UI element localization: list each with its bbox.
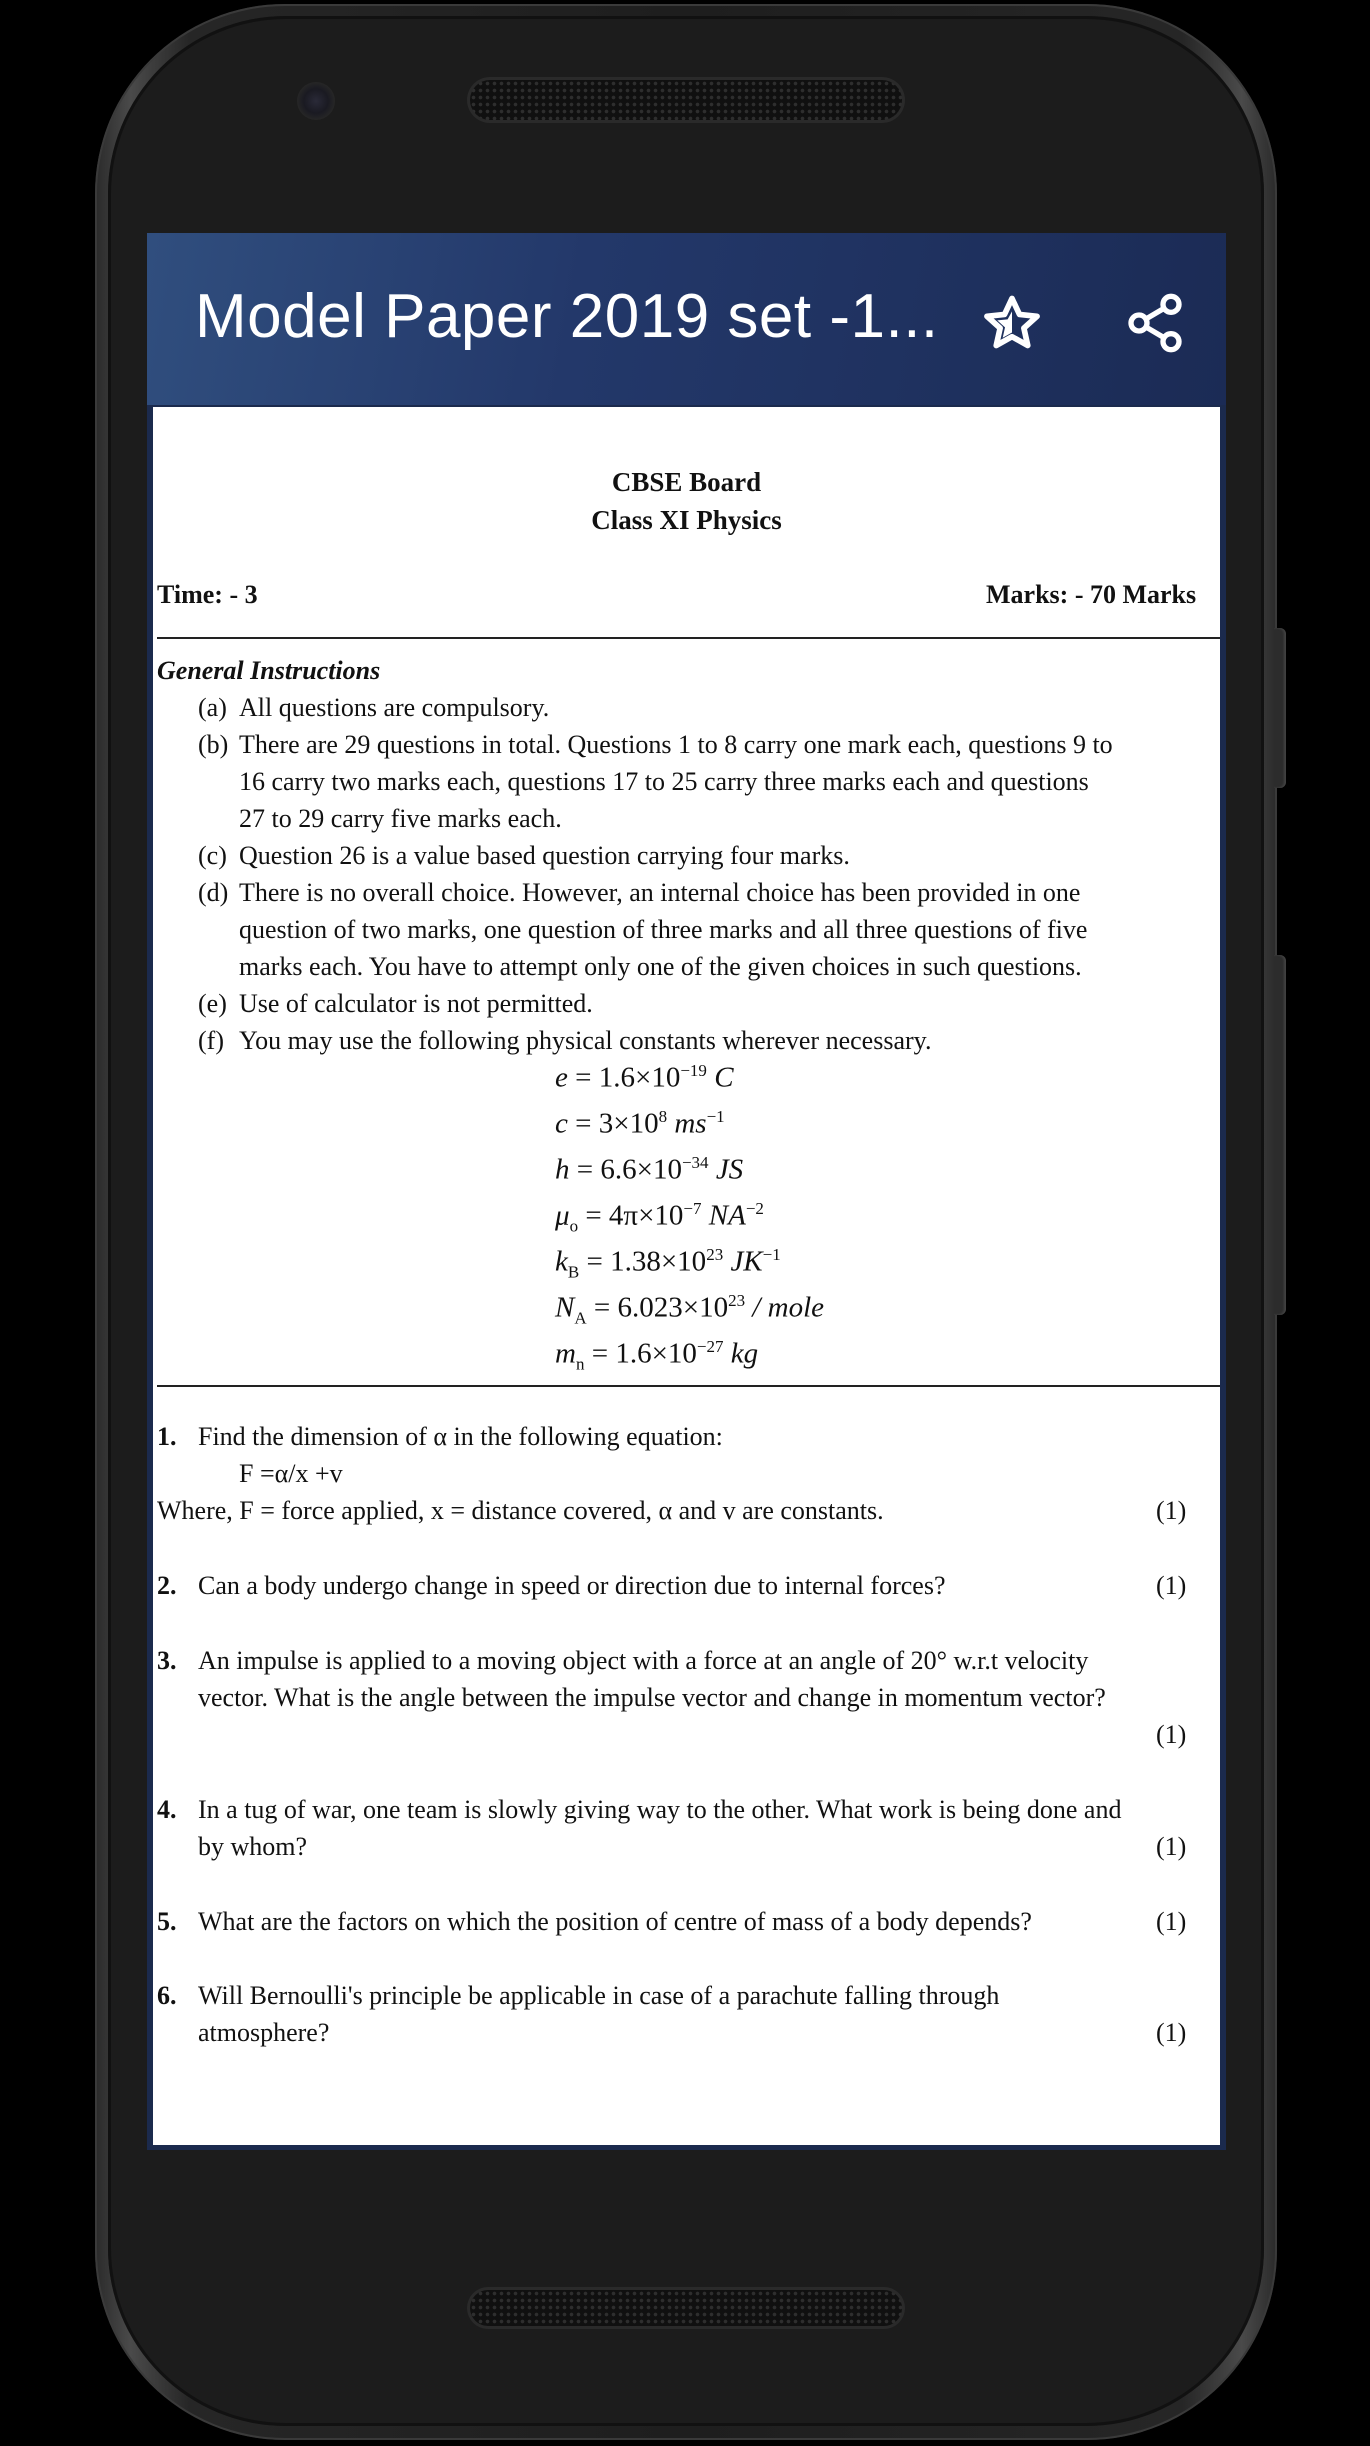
instruction-label: (f) <box>198 1026 224 1055</box>
app-bar-title: Model Paper 2019 set -1... <box>195 282 939 351</box>
favorite-button[interactable] <box>972 283 1052 363</box>
constant-permeability: $\mu_o = 4\pi\times 10^{-7}$ $NA^{-2}$ <box>555 1199 764 1236</box>
question-mark: (1) <box>1156 1571 1187 1600</box>
bottom-speaker <box>470 2290 902 2326</box>
question-text: vector. What is the angle between the impulse vector and change in momentum vector? <box>198 1683 1106 1712</box>
question-mark: (1) <box>1156 1496 1187 1525</box>
front-camera <box>297 82 335 120</box>
board-name: CBSE Board <box>611 467 762 497</box>
constant-neutron-mass: $m_n = 1.6\times 10^{-27}$ kg <box>555 1337 759 1374</box>
volume-button <box>1274 955 1286 1315</box>
question-text: In a tug of war, one team is slowly giving way to the other. What work is being done and <box>198 1795 1122 1824</box>
question-number: 3. <box>157 1646 177 1675</box>
constant-avogadro: $N_A = 6.023\times 10^{23}$ / mole <box>555 1291 825 1328</box>
time-label: Time: - 3 <box>157 580 258 609</box>
question-number: 6. <box>157 1981 177 2010</box>
divider <box>157 1385 1220 1387</box>
instruction-text: There are 29 questions in total. Questions 1 to 8 carry one mark each, questions 9 to <box>239 730 1113 759</box>
earpiece-speaker <box>470 80 902 120</box>
question-number: 5. <box>157 1907 177 1936</box>
instruction-label: (d) <box>198 878 229 907</box>
question-text: Will Bernoulli's principle be applicable in case of a parachute falling through <box>198 1981 1000 2010</box>
star-outline-icon <box>981 292 1043 354</box>
question-equation: F =α/x +v <box>239 1459 343 1488</box>
constant-speed-of-light: $c = 3\times 10^8$ $ms^{-1}$ <box>555 1107 725 1140</box>
divider <box>157 637 1220 639</box>
marks-label: Marks: - 70 Marks <box>986 580 1197 609</box>
constant-boltzmann: $k_B = 1.38\times 10^{23}$ $JK^{-1}$ <box>555 1245 781 1282</box>
instructions-heading: General Instructions <box>157 656 381 685</box>
instruction-label: (a) <box>198 693 227 722</box>
constant-electron-charge: $e = 1.6\times 10^{-19}$ C <box>555 1061 734 1094</box>
instruction-text: question of two marks, one question of three marks and all three questions of five <box>239 915 1088 944</box>
share-icon <box>1123 291 1187 355</box>
question-mark: (1) <box>1156 2018 1187 2047</box>
question-text: by whom? <box>198 1832 308 1861</box>
instruction-text: There is no overall choice. However, an internal choice has been provided in one <box>239 878 1081 907</box>
instruction-label: (b) <box>198 730 229 759</box>
question-text: atmosphere? <box>198 2018 330 2047</box>
instruction-text: marks each. You have to attempt only one of the given choices in such questions. <box>239 952 1082 981</box>
question-text: Can a body undergo change in speed or direction due to internal forces? <box>198 1571 946 1600</box>
question-text: What are the factors on which the position of centre of mass of a body depends? <box>198 1907 1032 1936</box>
class-subject: Class XI Physics <box>591 505 782 535</box>
power-button <box>1274 628 1286 788</box>
app-bar <box>147 233 1226 405</box>
instruction-label: (c) <box>198 841 227 870</box>
instruction-text: Question 26 is a value based question carrying four marks. <box>239 841 850 870</box>
question-number: 2. <box>157 1571 177 1600</box>
instruction-text: 27 to 29 carry five marks each. <box>239 804 562 833</box>
instruction-text: All questions are compulsory. <box>239 693 550 722</box>
question-paper <box>153 407 1220 2145</box>
question-text: Find the dimension of α in the following equation: <box>198 1422 723 1451</box>
instruction-text: You may use the following physical constants wherever necessary. <box>239 1026 932 1055</box>
question-mark: (1) <box>1156 1832 1187 1861</box>
instruction-label: (e) <box>198 989 227 1018</box>
question-text: Where, F = force applied, x = distance covered, α and v are constants. <box>157 1496 884 1525</box>
question-number: 1. <box>157 1422 177 1451</box>
constant-planck: $h = 6.6\times 10^{-34}$ JS <box>555 1153 744 1186</box>
share-button[interactable] <box>1115 283 1195 363</box>
instruction-text: Use of calculator is not permitted. <box>239 989 593 1018</box>
question-mark: (1) <box>1156 1907 1187 1936</box>
question-text: An impulse is applied to a moving object with a force at an angle of 20° w.r.t velocity <box>198 1646 1089 1675</box>
instruction-text: 16 carry two marks each, questions 17 to 25 carry three marks each and questions <box>239 767 1089 796</box>
question-mark: (1) <box>1156 1720 1187 1749</box>
question-number: 4. <box>157 1795 177 1824</box>
screen <box>147 233 1226 2150</box>
